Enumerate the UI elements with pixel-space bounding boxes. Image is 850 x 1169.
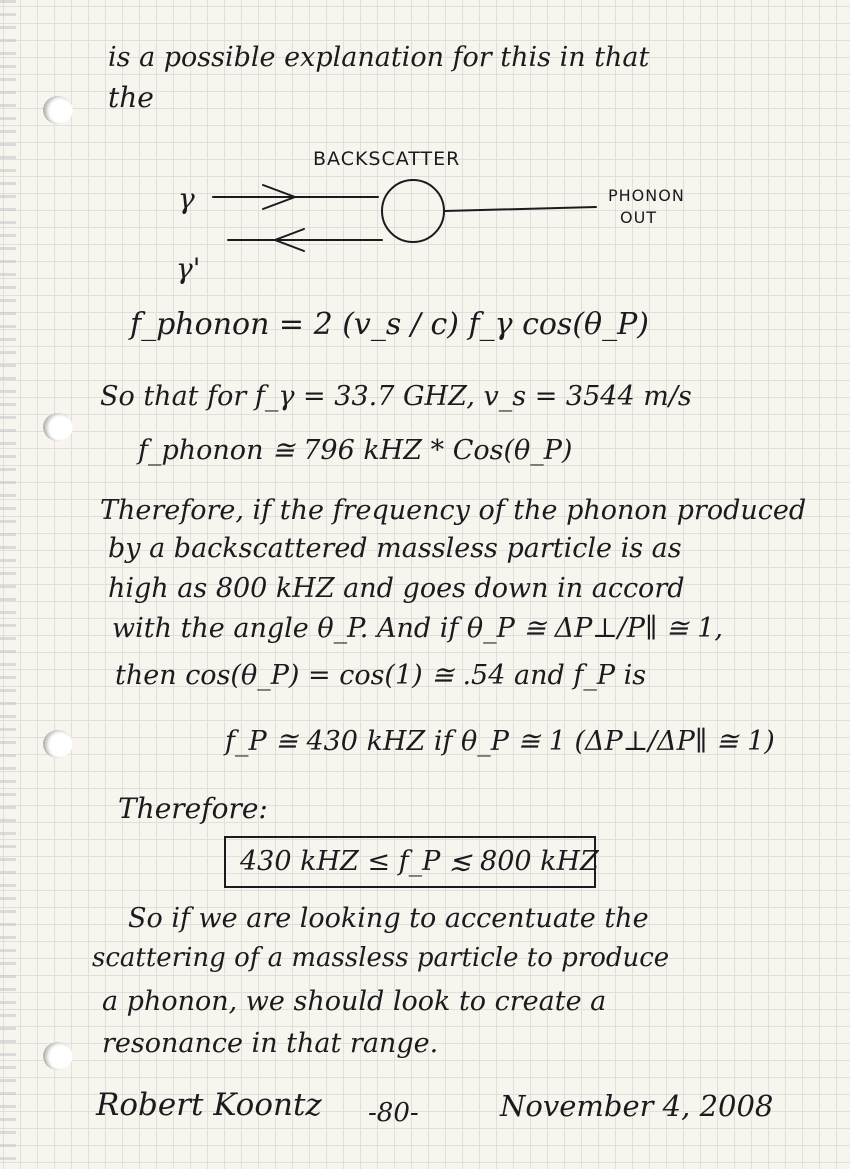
phonon-line [444, 207, 596, 211]
author-signature: Robert Koontz [96, 1087, 322, 1123]
phonon-out-label: OUT [620, 208, 658, 227]
para2-line-4: resonance in that range. [102, 1028, 439, 1059]
therefore-label: Therefore: [118, 792, 268, 825]
para1-line-3: high as 800 kHZ and goes down in accord [108, 573, 685, 604]
equation-796khz: f_phonon ≅ 796 kHZ * Cos(θ_P) [138, 435, 573, 466]
equation-430khz: f_P ≅ 430 kHZ if θ_P ≅ 1 (ΔP⊥/ΔP∥ ≅ 1) [225, 726, 775, 757]
equation-phonon-frequency: f_phonon = 2 (v_s / c) f_γ cos(θ_P) [130, 307, 649, 342]
gamma-out-label: γ' [176, 252, 201, 285]
para2-line-2: scattering of a massless particle to produce [92, 943, 670, 973]
phonon-label: PHONON [608, 186, 685, 205]
scattering-vertex-circle [382, 180, 444, 242]
para1-line-4: with the angle θ_P. And if θ_P ≅ ΔP⊥/P∥ ≅ 1, [112, 613, 723, 644]
boxed-frequency-range: 430 kHZ ≤ f_P ≲ 800 kHZ [240, 846, 599, 877]
para2-line-1: So if we are looking to accentuate the [128, 903, 649, 934]
gamma-in-label: γ [178, 182, 195, 215]
para1-line-1: Therefore, if the frequency of the phonon produced [100, 495, 807, 526]
page-number: -80- [368, 1098, 419, 1128]
intro-line-2: the [108, 81, 154, 114]
diagram-title: BACKSCATTER [313, 148, 461, 170]
para1-line-5: then cos(θ_P) = cos(1) ≅ .54 and f_P is [115, 660, 647, 691]
para2-line-3: a phonon, we should look to create a [102, 986, 607, 1017]
intro-line-1: is a possible explanation for this in that [108, 42, 650, 73]
para1-line-2: by a backscattered massless particle is as [108, 533, 682, 564]
entry-date: November 4, 2008 [500, 1089, 774, 1123]
so-that-line: So that for f_γ = 33.7 GHZ, v_s = 3544 m/s [100, 381, 692, 412]
